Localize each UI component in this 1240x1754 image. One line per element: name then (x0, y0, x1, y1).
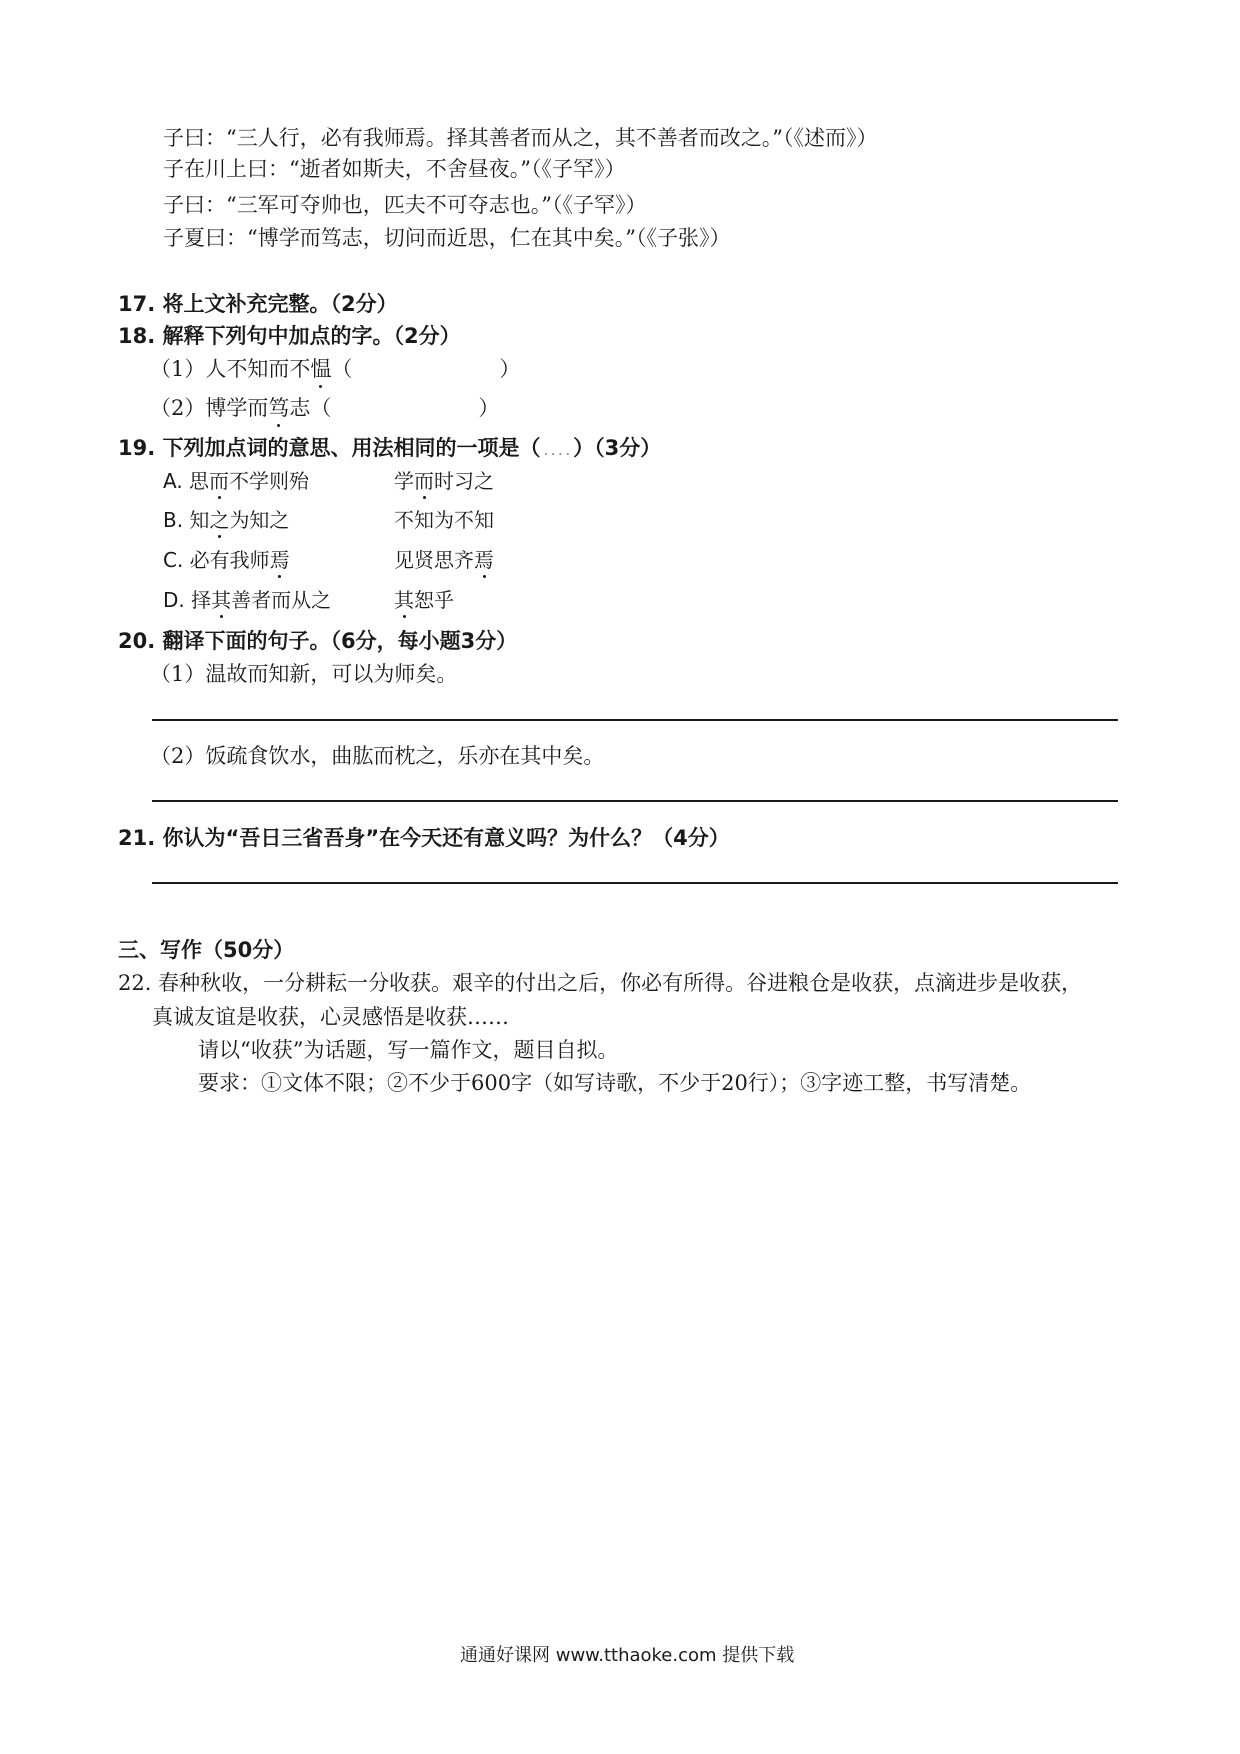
q19-option-c-right: 见贤思齐焉 (394, 544, 494, 573)
q18-item-2-dotted-char: 笃 (268, 392, 289, 422)
dotted-char: 而 (209, 465, 229, 494)
q19-option-a-left: A. 思而不学则殆 (163, 465, 309, 494)
q18-item-1 (150, 353, 520, 383)
dotted-char: 焉 (270, 544, 290, 573)
q18-item-1-blank: （ ） (331, 357, 521, 381)
q22-line-1: 22. 春种秋收，一分耕耘一分收获。艰辛的付出之后，你必有所得。谷进粮仓是收获，点滴进步是收获， (118, 971, 1083, 995)
q19-blank: . . . . (540, 447, 574, 458)
dotted-char: 其 (394, 584, 414, 613)
q18-item-1-text: （1）人不知而不 (150, 357, 311, 381)
dotted-char: 焉 (474, 544, 494, 573)
dotted-char: 之 (209, 504, 229, 533)
q19-option-a-right: 学而时习之 (394, 465, 494, 494)
question-17: 17. 将上文补充完整。（2分） (118, 292, 398, 316)
q18-item-2-blank: 志（ ） (289, 396, 500, 420)
q22-line-3: 请以“收获”为话题，写一篇作文，题目自拟。 (198, 1038, 619, 1062)
quote-line-4: 子夏曰：“博学而笃志，切问而近思，仁在其中矣。”（《子张》） (163, 226, 731, 250)
q22-line-2: 真诚友谊是收获，心灵感悟是收获…… (152, 1005, 509, 1029)
q19-option-b-left: B. 知之为知之 (163, 504, 289, 533)
answer-line-q21 (152, 882, 1118, 884)
q19-option-b-right: 不知为不知 (394, 508, 494, 532)
answer-line-q20-2 (152, 800, 1118, 802)
question-20: 20. 翻译下面的句子。（6分，每小题3分） (118, 629, 518, 653)
question-19 (118, 432, 661, 462)
section-3-title: 三、写作（50分） (118, 938, 295, 962)
q18-item-2 (150, 392, 499, 422)
q20-item-1: （1）温故而知新，可以为师矣。 (150, 662, 458, 686)
dotted-char: 而 (414, 465, 434, 494)
question-18: 18. 解释下列句中加点的字。（2分） (118, 324, 461, 348)
q19-option-c-left: C. 必有我师焉 (163, 544, 290, 573)
q20-item-2: （2）饭疏食饮水，曲肱而枕之，乐亦在其中矣。 (150, 744, 605, 768)
q18-item-1-dotted-char: 愠 (310, 353, 331, 383)
quote-line-3: 子曰：“三军可夺帅也，匹夫不可夺志也。”（《子罕》） (163, 193, 647, 217)
q18-item-2-text: （2）博学而 (150, 396, 269, 420)
q19-text: 19. 下列加点词的意思、用法相同的一项是（ (118, 436, 541, 460)
quote-line-2: 子在川上曰：“逝者如斯夫，不舍昼夜。”（《子罕》） (163, 157, 626, 181)
dotted-char: 其 (211, 584, 231, 613)
q19-option-d-left: D. 择其善者而从之 (163, 584, 331, 613)
q22-line-4: 要求：①文体不限；②不少于600字（如写诗歌，不少于20行）；③字迹工整，书写清楚。 (198, 1071, 1032, 1095)
question-21: 21. 你认为“吾日三省吾身”在今天还有意义吗？为什么？（4分） (118, 826, 730, 850)
answer-line-q20-1 (152, 719, 1118, 721)
q19-score: ）（3分） (573, 436, 662, 460)
q19-option-d-right: 其恕乎 (394, 584, 454, 613)
footer-download-text: 通通好课网 www.tthaoke.com 提供下载 (460, 1645, 795, 1666)
quote-line-1: 子曰：“三人行，必有我师焉。择其善者而从之，其不善者而改之。”（《述而》） (163, 126, 878, 150)
